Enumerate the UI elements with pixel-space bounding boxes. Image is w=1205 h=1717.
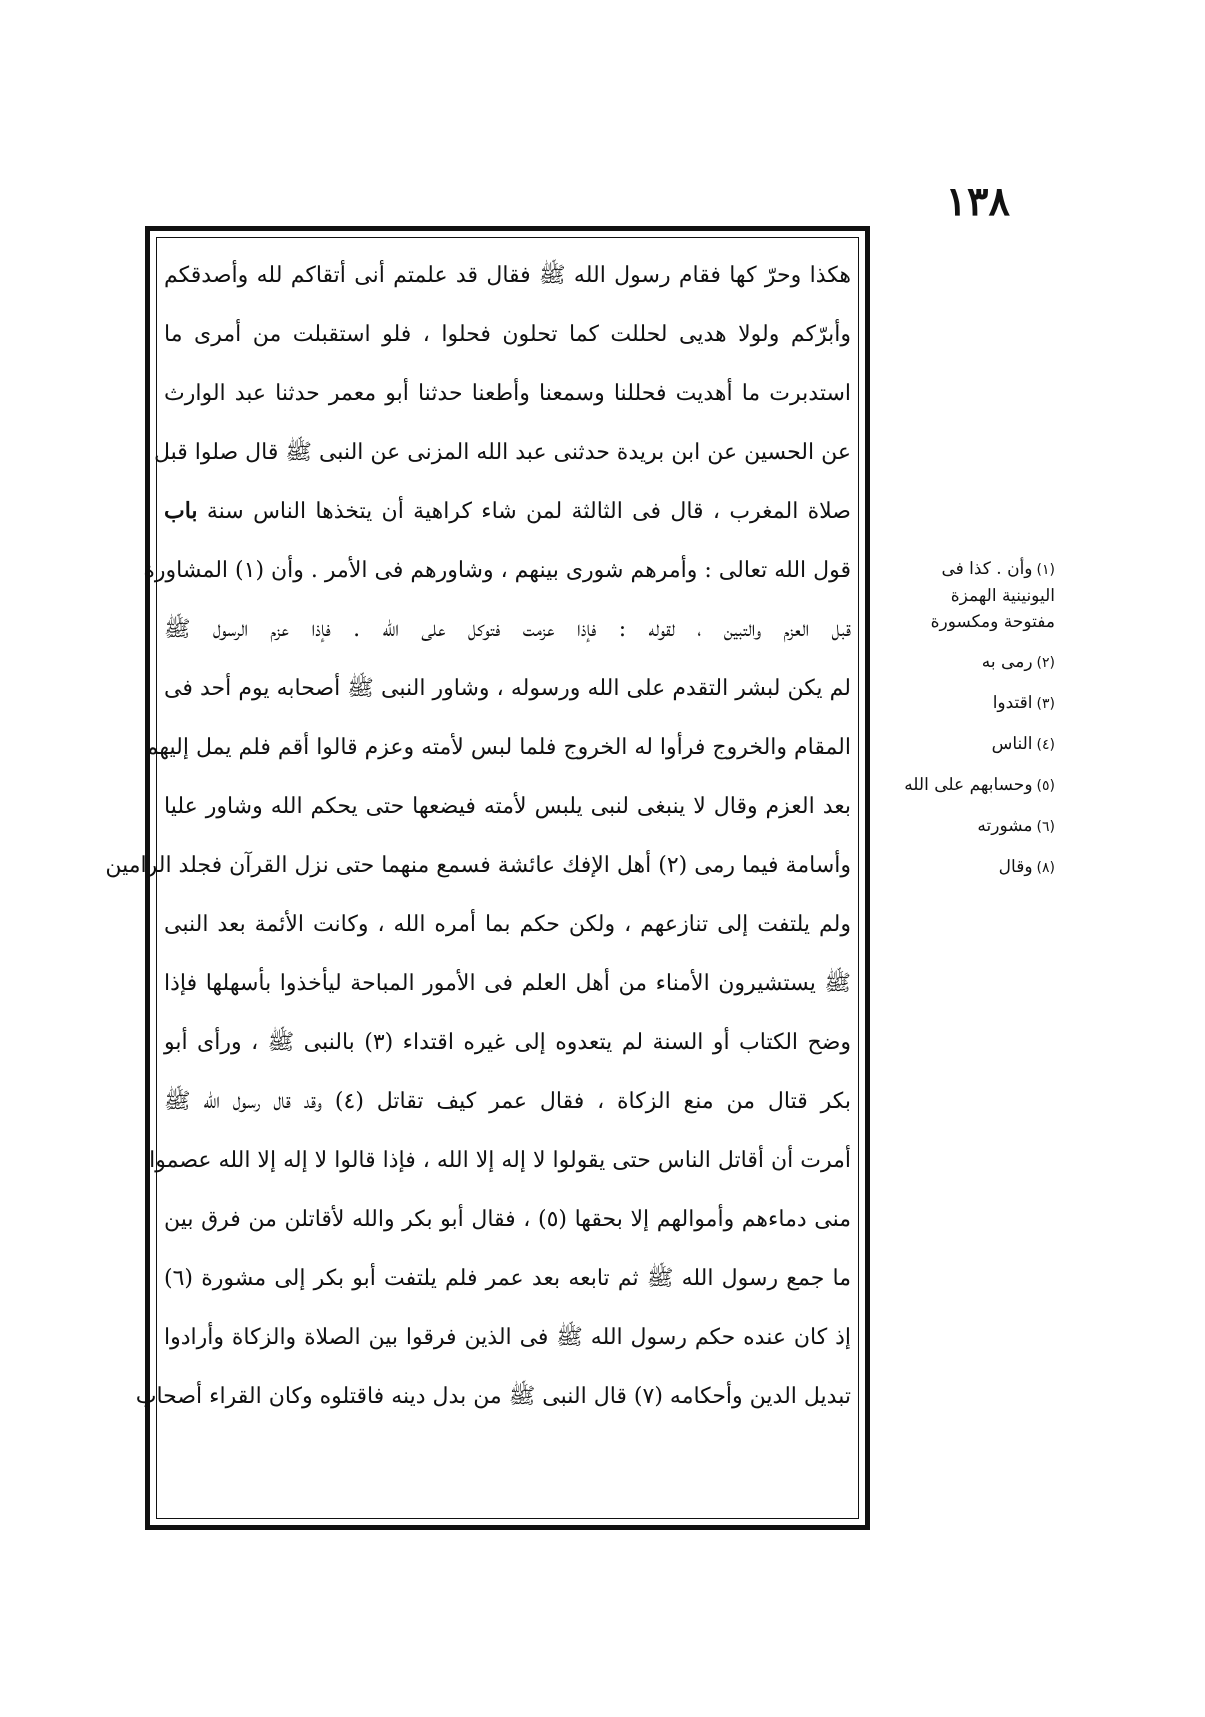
note-number: (٢): [1036, 655, 1055, 671]
margin-note: [895, 854, 1055, 881]
margin-note: [895, 649, 1055, 676]
text-line: قبل العزم والتبين ، لقوله : فإذا عزمت فتوكل على الله . فإذا عزم الرسول ﷺ: [164, 617, 851, 642]
text-line: هكذا وحرّ كها فقام رسول الله ﷺ فقال قد علمتم أنى أتقاكم لله وأصدقكم: [164, 263, 851, 288]
margin-note: [895, 556, 1055, 635]
note-text: مشورته: [977, 816, 1033, 836]
note-number: (٣): [1036, 696, 1055, 712]
chapter-heading-word: باب: [164, 498, 198, 524]
margin-note: [895, 813, 1055, 840]
page-number: ١٣٨: [945, 178, 1010, 225]
note-text: رمى به: [981, 652, 1033, 672]
main-text: [105, 246, 852, 1514]
note-number: (٦): [1036, 819, 1055, 835]
note-text: اقتدوا: [992, 693, 1033, 713]
text-line: أمرت أن أقاتل الناس حتى يقولوا لا إله إلا الله ، فإذا قالوا لا إله إلا الله عصموا: [149, 1148, 851, 1173]
text-line: بعد العزم وقال لا ينبغى لنبى يلبس لأمته فيضعها حتى يحكم الله وشاور عليا: [164, 794, 851, 819]
note-number: (١): [1036, 562, 1055, 578]
text-line: لم يكن لبشر التقدم على الله ورسوله ، وشاور النبى ﷺ أصحابه يوم أحد فى: [164, 676, 851, 701]
text-line: المقام والخروج فرأوا له الخروج فلما لبس لأمته وعزم قالوا أقم فلم يمل إليهم: [144, 735, 851, 760]
note-number: (٥): [1036, 778, 1055, 794]
text-line: منى دماءهم وأموالهم إلا بحقها (٥) ، فقال أبو بكر والله لأقاتلن من فرق بين: [164, 1207, 852, 1232]
text-line: تبديل الدين وأحكامه (٧) قال النبى ﷺ من بدل دينه فاقتلوه وكان القراء أصحاب: [135, 1384, 851, 1409]
text-line: ﷺ يستشيرون الأمناء من أهل العلم فى الأمور المباحة ليأخذوا بأسهلها فإذا: [164, 971, 851, 996]
text-line: وأبرّكم ولولا هديى لحللت كما تحلون فحلوا ، فلو استقبلت من أمرى ما: [164, 322, 851, 347]
text-line: وضح الكتاب أو السنة لم يتعدوه إلى غيره اقتداء (٣) بالنبى ﷺ ، ورأى أبو: [164, 1030, 851, 1055]
text-line: ما جمع رسول الله ﷺ ثم تابعه بعد عمر فلم يلتفت أبو بكر إلى مشورة (٦): [164, 1266, 851, 1291]
margin-notes: [895, 556, 1055, 881]
margin-note: [895, 772, 1055, 799]
text-line: ولم يلتفت إلى تنازعهم ، ولكن حكم بما أمره الله ، وكانت الأئمة بعد النبى: [164, 912, 851, 937]
note-number: (٨): [1036, 860, 1055, 876]
text-line: قول الله تعالى : وأمرهم شورى بينهم ، وشاورهم فى الأمر . وأن (١) المشاورة: [143, 558, 851, 583]
text-line: صلاة المغرب ، قال فى الثالثة لمن شاء كراهية أن يتخذها الناس سنة باب: [164, 498, 851, 524]
note-text: الناس: [991, 734, 1033, 754]
text-line: إذ كان عنده حكم رسول الله ﷺ فى الذين فرقوا بين الصلاة والزكاة وأرادوا: [164, 1325, 851, 1350]
text-line: بكر قتال من منع الزكاة ، فقال عمر كيف تقاتل (٤) وقد قال رسول الله ﷺ: [164, 1089, 851, 1114]
margin-note: [895, 731, 1055, 758]
text-line: عن الحسين عن ابن بريدة حدثنى عبد الله المزنى عن النبى ﷺ قال صلوا قبل: [153, 440, 851, 465]
text-line: وأسامة فيما رمى (٢) أهل الإفك عائشة فسمع منهما حتى نزل القرآن فجلد الرامين: [105, 853, 851, 878]
text-line: استدبرت ما أهديت فحللنا وسمعنا وأطعنا حدثنا أبو معمر حدثنا عبد الوارث: [164, 381, 851, 406]
note-text: وأن . كذا فى اليونينية الهمزة مفتوحة ومكسورة: [930, 559, 1055, 632]
note-text: وقال: [998, 857, 1033, 877]
note-number: (٤): [1036, 737, 1055, 753]
note-text: وحسابهم على الله: [904, 775, 1033, 795]
margin-note: [895, 690, 1055, 717]
